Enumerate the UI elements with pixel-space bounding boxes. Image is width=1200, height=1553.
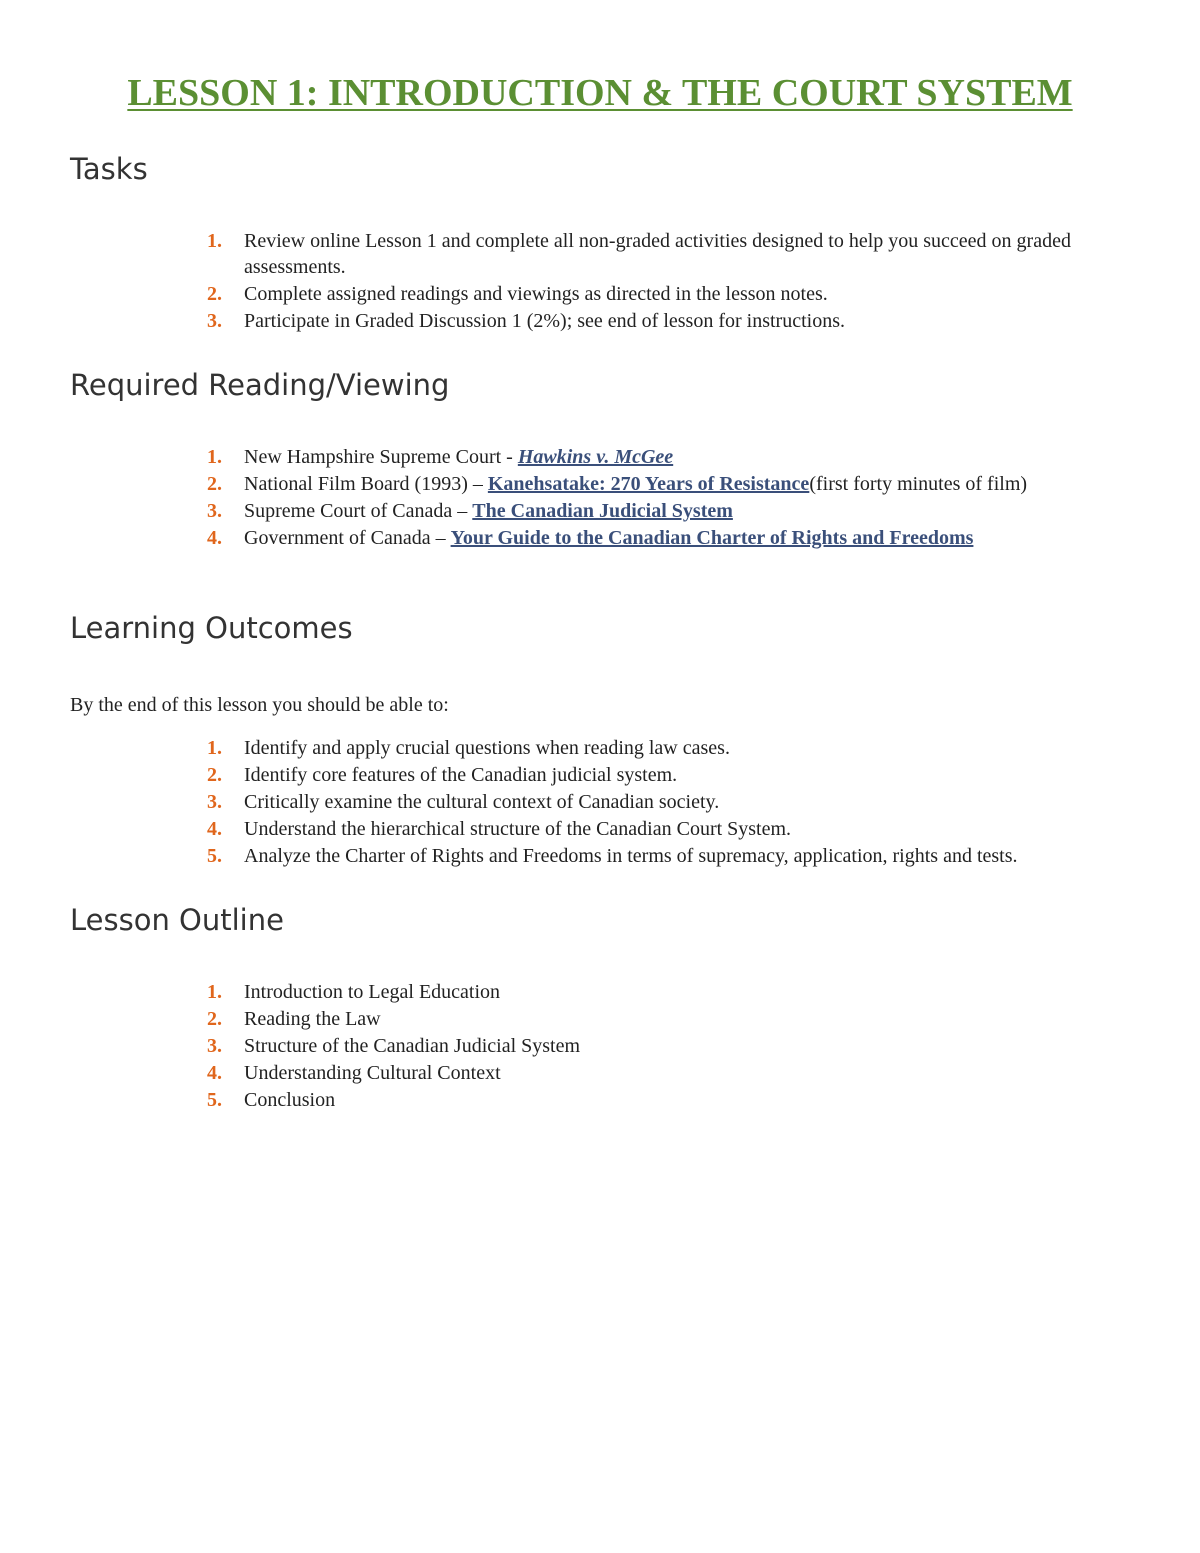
list-item (0, 843, 1124, 869)
list-item (0, 735, 1124, 761)
outcomes-list (0, 735, 1124, 870)
list-number: 4. (207, 1062, 222, 1084)
list-item (0, 789, 1124, 815)
outcomes-heading: Learning Outcomes (70, 611, 353, 645)
list-item-text: Structure of the Canadian Judicial System (244, 1035, 581, 1057)
list-item-text: Conclusion (244, 1089, 336, 1111)
list-item (0, 762, 1124, 788)
reading-link-kanehsatake[interactable]: Kanehsatake: 270 Years of Resistance (487, 473, 810, 495)
reading-link-charter-guide[interactable]: Your Guide to the Canadian Charter of Rights and Freedoms (450, 527, 974, 549)
list-number: 4. (207, 818, 222, 840)
reading-list (0, 444, 1124, 552)
list-item-text: Analyze the Charter of Rights and Freedoms in terms of supremacy, application, rights and tests. (244, 845, 1018, 867)
list-item-text: Participate in Graded Discussion 1 (2%); see end of lesson for instructions. (244, 310, 845, 332)
list-item (0, 816, 1124, 842)
list-item-text: Identify and apply crucial questions when reading law cases. (244, 737, 730, 759)
reading-link-judicial-system[interactable]: The Canadian Judicial System (472, 500, 733, 522)
list-number: 5. (207, 845, 222, 867)
outline-list (0, 979, 1124, 1114)
list-item-text: Critically examine the cultural context of Canadian society. (244, 791, 720, 813)
list-number: 3. (207, 1035, 222, 1057)
list-item-text: Identify core features of the Canadian judicial system. (244, 764, 678, 786)
list-item (0, 228, 1124, 280)
reading-source: National Film Board (1993) – (244, 473, 488, 495)
list-item (0, 281, 1124, 307)
list-item (0, 444, 1124, 470)
list-item (0, 979, 1124, 1005)
list-item (0, 308, 1124, 334)
list-item-text: Introduction to Legal Education (244, 981, 501, 1003)
tasks-heading: Tasks (70, 152, 148, 186)
list-item-text: Reading the Law (244, 1008, 381, 1030)
list-number: 4. (207, 527, 222, 549)
reading-note: (first forty minutes of film) (809, 473, 1028, 495)
list-item-text: Review online Lesson 1 and complete all non-graded activities designed to help you succeed on graded assessments. (244, 230, 1071, 278)
list-item (0, 498, 1124, 524)
list-number: 1. (207, 981, 222, 1003)
list-number: 3. (207, 500, 222, 522)
list-item (0, 471, 1124, 497)
list-number: 3. (207, 310, 222, 332)
list-number: 1. (207, 737, 222, 759)
list-number: 2. (207, 1008, 222, 1030)
list-number: 1. (207, 230, 222, 252)
reading-source: Supreme Court of Canada – (244, 500, 473, 522)
reading-link-hawkins[interactable]: Hawkins v. McGee (517, 446, 674, 468)
tasks-list (0, 228, 1124, 335)
list-number: 5. (207, 1089, 222, 1111)
list-number: 2. (207, 283, 222, 305)
document-title: LESSON 1: INTRODUCTION & THE COURT SYSTEM (127, 72, 1073, 114)
outcomes-intro: By the end of this lesson you should be able to: (70, 694, 449, 716)
list-item-text: Understanding Cultural Context (244, 1062, 501, 1084)
reading-source: New Hampshire Supreme Court - (244, 446, 518, 468)
reading-heading: Required Reading/Viewing (70, 368, 450, 402)
list-item-text: Complete assigned readings and viewings as directed in the lesson notes. (244, 283, 828, 305)
list-item (0, 1087, 1124, 1113)
list-number: 3. (207, 791, 222, 813)
list-number: 2. (207, 473, 222, 495)
outline-heading: Lesson Outline (70, 903, 284, 937)
list-item (0, 525, 1124, 551)
list-item (0, 1006, 1124, 1032)
reading-source: Government of Canada – (244, 527, 451, 549)
list-item (0, 1060, 1124, 1086)
list-item-text: Understand the hierarchical structure of the Canadian Court System. (244, 818, 792, 840)
list-number: 1. (207, 446, 222, 468)
list-item (0, 1033, 1124, 1059)
list-number: 2. (207, 764, 222, 786)
